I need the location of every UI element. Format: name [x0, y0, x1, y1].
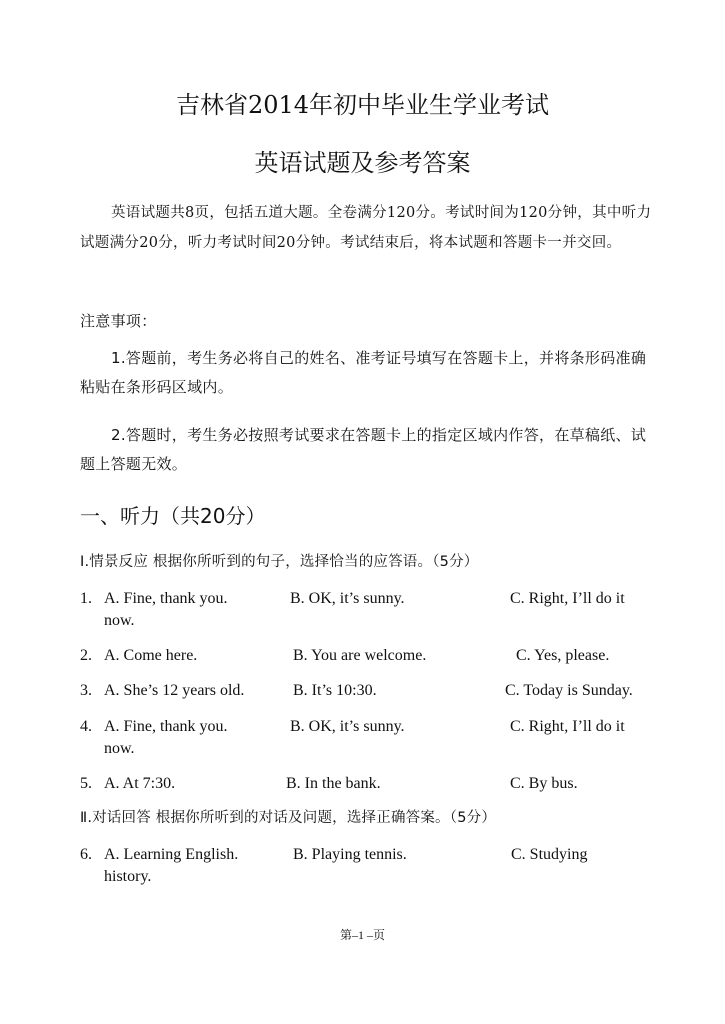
question-number: 4. — [80, 718, 92, 735]
question-number: 5. — [80, 775, 92, 792]
question-number: 6. — [80, 846, 92, 863]
question-number: 3. — [80, 682, 92, 699]
section-title: 一、听力（共20分） — [80, 504, 266, 528]
option-b: B. It’s 10:30. — [293, 682, 377, 699]
option-b: B. OK, it’s sunny. — [290, 718, 405, 735]
option-c: C. Right, I’ll do it — [510, 718, 625, 735]
notice-item-1: 1.答题前，考生务必将自己的姓名、准考证号填写在答题卡上，并将条形码准确粘贴在条形码区域内。 — [80, 349, 647, 396]
option-continuation: now. — [104, 612, 135, 629]
exam-title: 吉林省2014年初中毕业生学业考试 — [175, 91, 550, 119]
page-footer: 第–1 –页 — [339, 928, 385, 942]
option-c: C. Studying — [511, 846, 588, 863]
option-a: A. Learning English. — [104, 846, 239, 863]
notice-heading: 注意事项： — [80, 312, 157, 330]
part-2-instruction: Ⅱ.对话回答 根据你所听到的对话及问题，选择正确答案。（5分） — [80, 810, 497, 826]
option-c: C. Yes, please. — [516, 647, 610, 664]
option-a: A. Fine, thank you. — [104, 590, 228, 607]
option-c: C. Right, I’ll do it — [510, 590, 625, 607]
option-b: B. OK, it’s sunny. — [290, 590, 405, 607]
question-number: 2. — [80, 647, 92, 664]
option-a: A. At 7:30. — [104, 775, 176, 792]
option-a: A. Fine, thank you. — [104, 718, 228, 735]
option-continuation: now. — [104, 740, 135, 757]
option-a: A. She’s 12 years old. — [104, 682, 245, 699]
option-c: C. By bus. — [510, 775, 578, 792]
option-continuation: history. — [104, 868, 152, 885]
option-c: C. Today is Sunday. — [505, 682, 633, 699]
part-1-instruction: Ⅰ.情景反应 根据你所听到的句子，选择恰当的应答语。（5分） — [80, 554, 479, 570]
question-number: 1. — [80, 590, 92, 607]
exam-subtitle: 英语试题及参考答案 — [254, 149, 471, 177]
option-b: B. You are welcome. — [293, 647, 427, 664]
option-b: B. In the bank. — [286, 775, 381, 792]
option-a: A. Come here. — [104, 647, 198, 664]
option-b: B. Playing tennis. — [293, 846, 407, 863]
notice-item-2: 2.答题时，考生务必按照考试要求在答题卡上的指定区域内作答，在草稿纸、试题上答题无效。 — [80, 426, 647, 473]
intro-paragraph: 英语试题共8页，包括五道大题。全卷满分120分。考试时间为120分钟，其中听力试题满分20分，听力考试时间20分钟。考试结束后，将本试题和答题卡一并交回。 — [80, 205, 652, 251]
